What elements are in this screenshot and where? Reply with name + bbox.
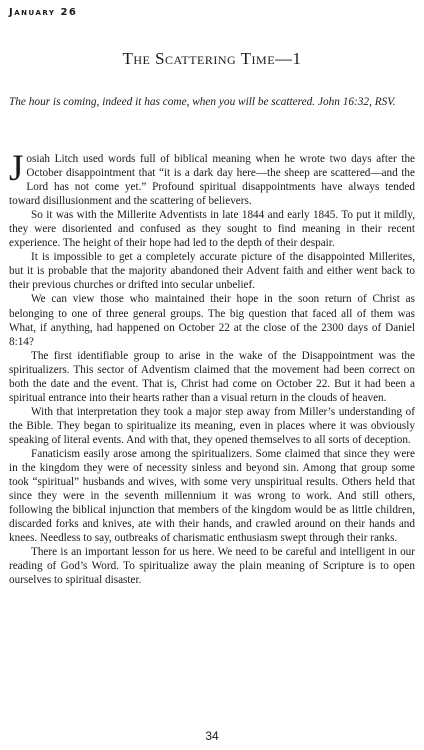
page-number: 34 bbox=[205, 729, 219, 743]
paragraph: With that interpretation they took a major step away from Miller’s understanding of the Bible. They began to spiritualize its meaning, even in places where it was obviously speaking of literal events. And with that, they opened themselves to all sorts of deception. bbox=[9, 405, 415, 446]
page-title: The Scattering Time—1 bbox=[122, 49, 302, 68]
page-date-header: January 26 bbox=[9, 7, 78, 18]
paragraph: There is an important lesson for us here. We need to be careful and intelligent in our reading of God’s Word. To spiritualize away the plain meaning of Scripture is to open ourselves to spiritual disaster. bbox=[9, 546, 415, 587]
paragraph-text: osiah Litch used words full of biblical meaning when he wrote two days after the October disappointment that “it is a dark day here—the sheep are scattered—and the Lord has not come yet.” Profound spiritual disappointments have always tended toward disillusionment and the scattering of believers. bbox=[9, 153, 415, 208]
scripture-verse: The hour is coming, indeed it has come, when you will be scattered. John 16:32, RSV. bbox=[9, 96, 396, 108]
body-text bbox=[9, 148, 415, 587]
drop-cap: J bbox=[9, 148, 24, 189]
paragraph: So it was with the Millerite Adventists in late 1844 and early 1845. To put it mildly, they were disoriented and confused as they sought to find meaning in their recent experience. The height of their hope had led to the depth of their despair. bbox=[9, 209, 415, 250]
paragraph: We can view those who maintained their hope in the soon return of Christ as belonging to one of three general groups. The big question that faced all of them was What, if anything, had happened on October 22 at the close of the 2300 days of Daniel 8:14? bbox=[9, 293, 415, 348]
paragraph: It is impossible to get a completely accurate picture of the disappointed Millerites, but it is probable that the majority abandoned their Advent faith and either went back to their previous churches or drifted into secular unbelief. bbox=[9, 251, 415, 292]
paragraph: The first identifiable group to arise in the wake of the Disappointment was the spiritualizers. This sector of Adventism claimed that the movement had been correct on both the date and the event. That is, Christ had come on October 22. But it had been a spiritual entrance into their hearts rather than a visual return in the clouds of heaven. bbox=[9, 349, 415, 404]
paragraph bbox=[9, 148, 415, 208]
paragraph: Fanaticism easily arose among the spiritualizers. Some claimed that since they were in the kingdom they were of necessity sinless and beyond sin. Among that group some took “spiritual” husbands and wives, with some very unspiritual results. Others held that since they were in the seventh millennium it was wrong to work. And still others, following the biblical injunction that members of the kingdom would be as little children, discarded forks and knives, ate with their hands, and crawled around on their hands and knees. Needless to say, outbreaks of charismatic enthusiasm swept through their ranks. bbox=[9, 447, 415, 545]
